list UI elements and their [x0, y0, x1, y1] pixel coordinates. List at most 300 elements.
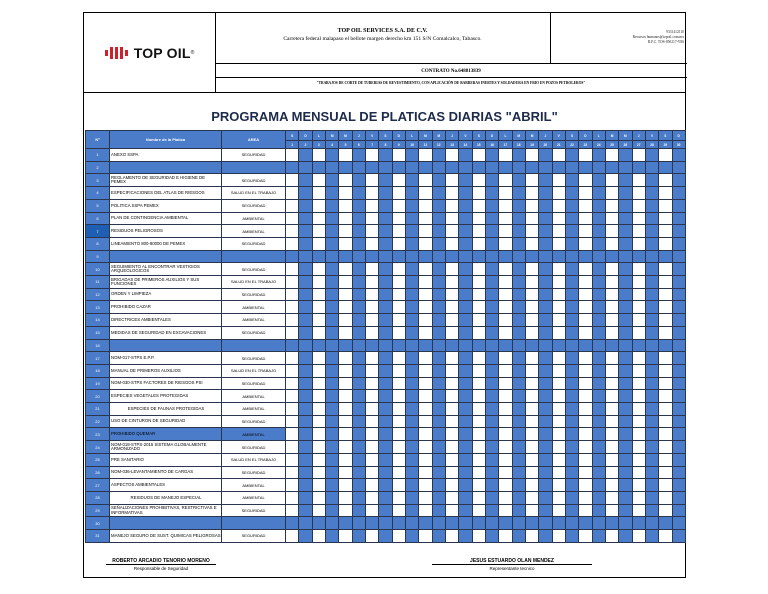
day-cell[interactable]: [459, 403, 472, 416]
day-cell[interactable]: [459, 504, 472, 517]
day-cell[interactable]: [605, 504, 618, 517]
day-cell[interactable]: [379, 263, 392, 276]
day-cell[interactable]: [579, 390, 592, 403]
day-cell[interactable]: [659, 263, 672, 276]
day-cell[interactable]: [392, 301, 405, 314]
day-cell[interactable]: [445, 441, 458, 454]
day-cell[interactable]: [339, 504, 352, 517]
day-cell[interactable]: [365, 174, 378, 187]
day-cell[interactable]: [365, 199, 378, 212]
day-cell[interactable]: [472, 314, 485, 327]
day-cell[interactable]: [552, 199, 565, 212]
day-cell[interactable]: [619, 161, 632, 174]
day-cell[interactable]: [445, 149, 458, 162]
day-cell[interactable]: [605, 517, 618, 530]
day-cell[interactable]: [552, 364, 565, 377]
day-cell[interactable]: [579, 276, 592, 289]
day-cell[interactable]: [592, 326, 605, 339]
day-cell[interactable]: [339, 377, 352, 390]
day-cell[interactable]: [552, 441, 565, 454]
day-cell[interactable]: [672, 504, 685, 517]
day-cell[interactable]: [419, 263, 432, 276]
day-cell[interactable]: [539, 390, 552, 403]
day-cell[interactable]: [299, 504, 312, 517]
day-cell[interactable]: [552, 301, 565, 314]
day-cell[interactable]: [459, 491, 472, 504]
day-cell[interactable]: [325, 263, 338, 276]
day-cell[interactable]: [352, 364, 365, 377]
day-cell[interactable]: [485, 339, 498, 352]
day-cell[interactable]: [365, 453, 378, 466]
day-cell[interactable]: [485, 415, 498, 428]
day-cell[interactable]: [485, 403, 498, 416]
day-cell[interactable]: [459, 212, 472, 225]
day-cell[interactable]: [592, 403, 605, 416]
day-cell[interactable]: [405, 174, 418, 187]
day-cell[interactable]: [485, 466, 498, 479]
day-cell[interactable]: [312, 530, 325, 543]
day-cell[interactable]: [499, 187, 512, 200]
day-cell[interactable]: [619, 352, 632, 365]
day-cell[interactable]: [365, 377, 378, 390]
day-cell[interactable]: [379, 339, 392, 352]
day-cell[interactable]: [512, 377, 525, 390]
day-cell[interactable]: [605, 364, 618, 377]
day-cell[interactable]: [485, 263, 498, 276]
day-cell[interactable]: [352, 314, 365, 327]
day-cell[interactable]: [352, 352, 365, 365]
day-cell[interactable]: [445, 491, 458, 504]
day-cell[interactable]: [499, 415, 512, 428]
day-cell[interactable]: [659, 364, 672, 377]
day-cell[interactable]: [325, 250, 338, 263]
day-cell[interactable]: [419, 237, 432, 250]
day-cell[interactable]: [286, 314, 299, 327]
day-cell[interactable]: [405, 530, 418, 543]
day-cell[interactable]: [286, 530, 299, 543]
day-cell[interactable]: [579, 377, 592, 390]
day-cell[interactable]: [659, 415, 672, 428]
day-cell[interactable]: [659, 428, 672, 441]
day-cell[interactable]: [392, 149, 405, 162]
day-cell[interactable]: [419, 453, 432, 466]
day-cell[interactable]: [419, 491, 432, 504]
day-cell[interactable]: [432, 301, 445, 314]
day-cell[interactable]: [432, 352, 445, 365]
day-cell[interactable]: [405, 263, 418, 276]
day-cell[interactable]: [286, 276, 299, 289]
day-cell[interactable]: [525, 403, 538, 416]
day-cell[interactable]: [592, 276, 605, 289]
day-cell[interactable]: [659, 466, 672, 479]
day-cell[interactable]: [312, 225, 325, 238]
day-cell[interactable]: [432, 225, 445, 238]
day-cell[interactable]: [645, 149, 658, 162]
day-cell[interactable]: [352, 339, 365, 352]
day-cell[interactable]: [472, 390, 485, 403]
day-cell[interactable]: [659, 339, 672, 352]
day-cell[interactable]: [405, 466, 418, 479]
day-cell[interactable]: [352, 453, 365, 466]
day-cell[interactable]: [565, 428, 578, 441]
day-cell[interactable]: [632, 149, 645, 162]
day-cell[interactable]: [432, 339, 445, 352]
day-cell[interactable]: [605, 149, 618, 162]
day-cell[interactable]: [525, 199, 538, 212]
day-cell[interactable]: [392, 212, 405, 225]
day-cell[interactable]: [579, 301, 592, 314]
day-cell[interactable]: [619, 225, 632, 238]
day-cell[interactable]: [286, 491, 299, 504]
day-cell[interactable]: [565, 314, 578, 327]
day-cell[interactable]: [659, 530, 672, 543]
day-cell[interactable]: [445, 187, 458, 200]
day-cell[interactable]: [472, 301, 485, 314]
day-cell[interactable]: [392, 479, 405, 492]
day-cell[interactable]: [525, 276, 538, 289]
day-cell[interactable]: [299, 250, 312, 263]
day-cell[interactable]: [552, 504, 565, 517]
day-cell[interactable]: [379, 250, 392, 263]
day-cell[interactable]: [552, 187, 565, 200]
day-cell[interactable]: [432, 403, 445, 416]
day-cell[interactable]: [379, 466, 392, 479]
day-cell[interactable]: [619, 250, 632, 263]
day-cell[interactable]: [672, 466, 685, 479]
day-cell[interactable]: [632, 263, 645, 276]
day-cell[interactable]: [339, 276, 352, 289]
day-cell[interactable]: [432, 187, 445, 200]
day-cell[interactable]: [339, 288, 352, 301]
day-cell[interactable]: [525, 364, 538, 377]
day-cell[interactable]: [552, 225, 565, 238]
day-cell[interactable]: [365, 504, 378, 517]
day-cell[interactable]: [672, 390, 685, 403]
day-cell[interactable]: [565, 301, 578, 314]
day-cell[interactable]: [499, 276, 512, 289]
day-cell[interactable]: [339, 301, 352, 314]
day-cell[interactable]: [299, 479, 312, 492]
day-cell[interactable]: [565, 352, 578, 365]
day-cell[interactable]: [445, 225, 458, 238]
day-cell[interactable]: [659, 441, 672, 454]
day-cell[interactable]: [286, 237, 299, 250]
day-cell[interactable]: [392, 517, 405, 530]
day-cell[interactable]: [579, 225, 592, 238]
day-cell[interactable]: [405, 364, 418, 377]
day-cell[interactable]: [619, 415, 632, 428]
day-cell[interactable]: [445, 364, 458, 377]
day-cell[interactable]: [299, 212, 312, 225]
day-cell[interactable]: [472, 530, 485, 543]
day-cell[interactable]: [325, 530, 338, 543]
day-cell[interactable]: [525, 212, 538, 225]
day-cell[interactable]: [499, 352, 512, 365]
day-cell[interactable]: [299, 441, 312, 454]
day-cell[interactable]: [659, 352, 672, 365]
day-cell[interactable]: [299, 415, 312, 428]
day-cell[interactable]: [512, 339, 525, 352]
day-cell[interactable]: [672, 339, 685, 352]
day-cell[interactable]: [472, 453, 485, 466]
day-cell[interactable]: [312, 491, 325, 504]
day-cell[interactable]: [565, 491, 578, 504]
day-cell[interactable]: [312, 174, 325, 187]
day-cell[interactable]: [525, 288, 538, 301]
day-cell[interactable]: [445, 466, 458, 479]
day-cell[interactable]: [472, 504, 485, 517]
day-cell[interactable]: [619, 504, 632, 517]
day-cell[interactable]: [286, 225, 299, 238]
day-cell[interactable]: [485, 479, 498, 492]
day-cell[interactable]: [605, 161, 618, 174]
day-cell[interactable]: [605, 491, 618, 504]
day-cell[interactable]: [339, 517, 352, 530]
day-cell[interactable]: [419, 403, 432, 416]
day-cell[interactable]: [459, 263, 472, 276]
day-cell[interactable]: [552, 352, 565, 365]
day-cell[interactable]: [525, 352, 538, 365]
day-cell[interactable]: [672, 352, 685, 365]
day-cell[interactable]: [659, 174, 672, 187]
day-cell[interactable]: [552, 491, 565, 504]
day-cell[interactable]: [312, 301, 325, 314]
day-cell[interactable]: [672, 326, 685, 339]
day-cell[interactable]: [312, 326, 325, 339]
day-cell[interactable]: [565, 326, 578, 339]
day-cell[interactable]: [325, 288, 338, 301]
day-cell[interactable]: [485, 288, 498, 301]
day-cell[interactable]: [312, 237, 325, 250]
day-cell[interactable]: [472, 263, 485, 276]
day-cell[interactable]: [432, 364, 445, 377]
day-cell[interactable]: [339, 225, 352, 238]
day-cell[interactable]: [459, 352, 472, 365]
day-cell[interactable]: [619, 491, 632, 504]
day-cell[interactable]: [525, 174, 538, 187]
day-cell[interactable]: [672, 479, 685, 492]
day-cell[interactable]: [565, 263, 578, 276]
day-cell[interactable]: [539, 364, 552, 377]
day-cell[interactable]: [339, 326, 352, 339]
day-cell[interactable]: [299, 326, 312, 339]
day-cell[interactable]: [432, 453, 445, 466]
day-cell[interactable]: [552, 390, 565, 403]
day-cell[interactable]: [419, 149, 432, 162]
day-cell[interactable]: [499, 161, 512, 174]
day-cell[interactable]: [672, 237, 685, 250]
day-cell[interactable]: [645, 199, 658, 212]
day-cell[interactable]: [339, 212, 352, 225]
day-cell[interactable]: [365, 364, 378, 377]
day-cell[interactable]: [379, 517, 392, 530]
day-cell[interactable]: [592, 428, 605, 441]
day-cell[interactable]: [299, 517, 312, 530]
day-cell[interactable]: [499, 288, 512, 301]
day-cell[interactable]: [539, 263, 552, 276]
day-cell[interactable]: [405, 517, 418, 530]
day-cell[interactable]: [592, 441, 605, 454]
day-cell[interactable]: [645, 504, 658, 517]
day-cell[interactable]: [312, 288, 325, 301]
day-cell[interactable]: [539, 301, 552, 314]
day-cell[interactable]: [352, 517, 365, 530]
day-cell[interactable]: [592, 250, 605, 263]
day-cell[interactable]: [499, 517, 512, 530]
day-cell[interactable]: [312, 453, 325, 466]
day-cell[interactable]: [645, 174, 658, 187]
day-cell[interactable]: [645, 491, 658, 504]
day-cell[interactable]: [312, 390, 325, 403]
day-cell[interactable]: [352, 479, 365, 492]
day-cell[interactable]: [499, 403, 512, 416]
day-cell[interactable]: [392, 377, 405, 390]
day-cell[interactable]: [472, 288, 485, 301]
day-cell[interactable]: [632, 377, 645, 390]
day-cell[interactable]: [325, 479, 338, 492]
day-cell[interactable]: [632, 491, 645, 504]
day-cell[interactable]: [379, 326, 392, 339]
day-cell[interactable]: [419, 479, 432, 492]
day-cell[interactable]: [445, 161, 458, 174]
day-cell[interactable]: [286, 415, 299, 428]
day-cell[interactable]: [539, 187, 552, 200]
day-cell[interactable]: [459, 250, 472, 263]
day-cell[interactable]: [605, 263, 618, 276]
day-cell[interactable]: [565, 364, 578, 377]
day-cell[interactable]: [472, 441, 485, 454]
day-cell[interactable]: [552, 428, 565, 441]
day-cell[interactable]: [445, 530, 458, 543]
day-cell[interactable]: [672, 301, 685, 314]
day-cell[interactable]: [379, 149, 392, 162]
day-cell[interactable]: [552, 250, 565, 263]
day-cell[interactable]: [592, 364, 605, 377]
day-cell[interactable]: [632, 364, 645, 377]
day-cell[interactable]: [525, 250, 538, 263]
day-cell[interactable]: [512, 326, 525, 339]
day-cell[interactable]: [379, 161, 392, 174]
day-cell[interactable]: [365, 441, 378, 454]
day-cell[interactable]: [445, 276, 458, 289]
day-cell[interactable]: [605, 415, 618, 428]
day-cell[interactable]: [605, 276, 618, 289]
day-cell[interactable]: [379, 504, 392, 517]
day-cell[interactable]: [352, 441, 365, 454]
day-cell[interactable]: [565, 288, 578, 301]
day-cell[interactable]: [299, 364, 312, 377]
day-cell[interactable]: [419, 212, 432, 225]
day-cell[interactable]: [459, 364, 472, 377]
day-cell[interactable]: [525, 225, 538, 238]
day-cell[interactable]: [405, 428, 418, 441]
day-cell[interactable]: [392, 504, 405, 517]
day-cell[interactable]: [299, 187, 312, 200]
day-cell[interactable]: [565, 225, 578, 238]
day-cell[interactable]: [579, 250, 592, 263]
day-cell[interactable]: [619, 390, 632, 403]
day-cell[interactable]: [485, 276, 498, 289]
day-cell[interactable]: [525, 428, 538, 441]
day-cell[interactable]: [365, 161, 378, 174]
day-cell[interactable]: [352, 403, 365, 416]
day-cell[interactable]: [419, 250, 432, 263]
day-cell[interactable]: [619, 364, 632, 377]
day-cell[interactable]: [312, 314, 325, 327]
day-cell[interactable]: [672, 250, 685, 263]
day-cell[interactable]: [632, 517, 645, 530]
day-cell[interactable]: [605, 301, 618, 314]
day-cell[interactable]: [579, 403, 592, 416]
day-cell[interactable]: [299, 403, 312, 416]
day-cell[interactable]: [312, 161, 325, 174]
day-cell[interactable]: [325, 187, 338, 200]
day-cell[interactable]: [299, 263, 312, 276]
day-cell[interactable]: [619, 530, 632, 543]
day-cell[interactable]: [539, 352, 552, 365]
day-cell[interactable]: [659, 288, 672, 301]
day-cell[interactable]: [352, 530, 365, 543]
day-cell[interactable]: [419, 339, 432, 352]
day-cell[interactable]: [419, 390, 432, 403]
day-cell[interactable]: [552, 174, 565, 187]
day-cell[interactable]: [299, 491, 312, 504]
day-cell[interactable]: [672, 212, 685, 225]
day-cell[interactable]: [592, 530, 605, 543]
day-cell[interactable]: [605, 237, 618, 250]
day-cell[interactable]: [299, 428, 312, 441]
day-cell[interactable]: [325, 301, 338, 314]
day-cell[interactable]: [672, 415, 685, 428]
day-cell[interactable]: [459, 428, 472, 441]
day-cell[interactable]: [525, 149, 538, 162]
day-cell[interactable]: [325, 352, 338, 365]
day-cell[interactable]: [445, 403, 458, 416]
day-cell[interactable]: [352, 225, 365, 238]
day-cell[interactable]: [619, 339, 632, 352]
day-cell[interactable]: [552, 517, 565, 530]
day-cell[interactable]: [579, 314, 592, 327]
day-cell[interactable]: [419, 161, 432, 174]
day-cell[interactable]: [632, 276, 645, 289]
day-cell[interactable]: [312, 339, 325, 352]
day-cell[interactable]: [445, 453, 458, 466]
day-cell[interactable]: [659, 453, 672, 466]
day-cell[interactable]: [299, 314, 312, 327]
day-cell[interactable]: [619, 466, 632, 479]
day-cell[interactable]: [512, 466, 525, 479]
day-cell[interactable]: [645, 326, 658, 339]
day-cell[interactable]: [419, 225, 432, 238]
day-cell[interactable]: [419, 352, 432, 365]
day-cell[interactable]: [672, 403, 685, 416]
day-cell[interactable]: [605, 187, 618, 200]
day-cell[interactable]: [432, 237, 445, 250]
day-cell[interactable]: [459, 174, 472, 187]
day-cell[interactable]: [379, 428, 392, 441]
day-cell[interactable]: [445, 250, 458, 263]
day-cell[interactable]: [339, 453, 352, 466]
day-cell[interactable]: [392, 237, 405, 250]
day-cell[interactable]: [525, 314, 538, 327]
day-cell[interactable]: [592, 225, 605, 238]
day-cell[interactable]: [379, 352, 392, 365]
day-cell[interactable]: [565, 174, 578, 187]
day-cell[interactable]: [632, 212, 645, 225]
day-cell[interactable]: [645, 364, 658, 377]
day-cell[interactable]: [619, 326, 632, 339]
day-cell[interactable]: [286, 504, 299, 517]
